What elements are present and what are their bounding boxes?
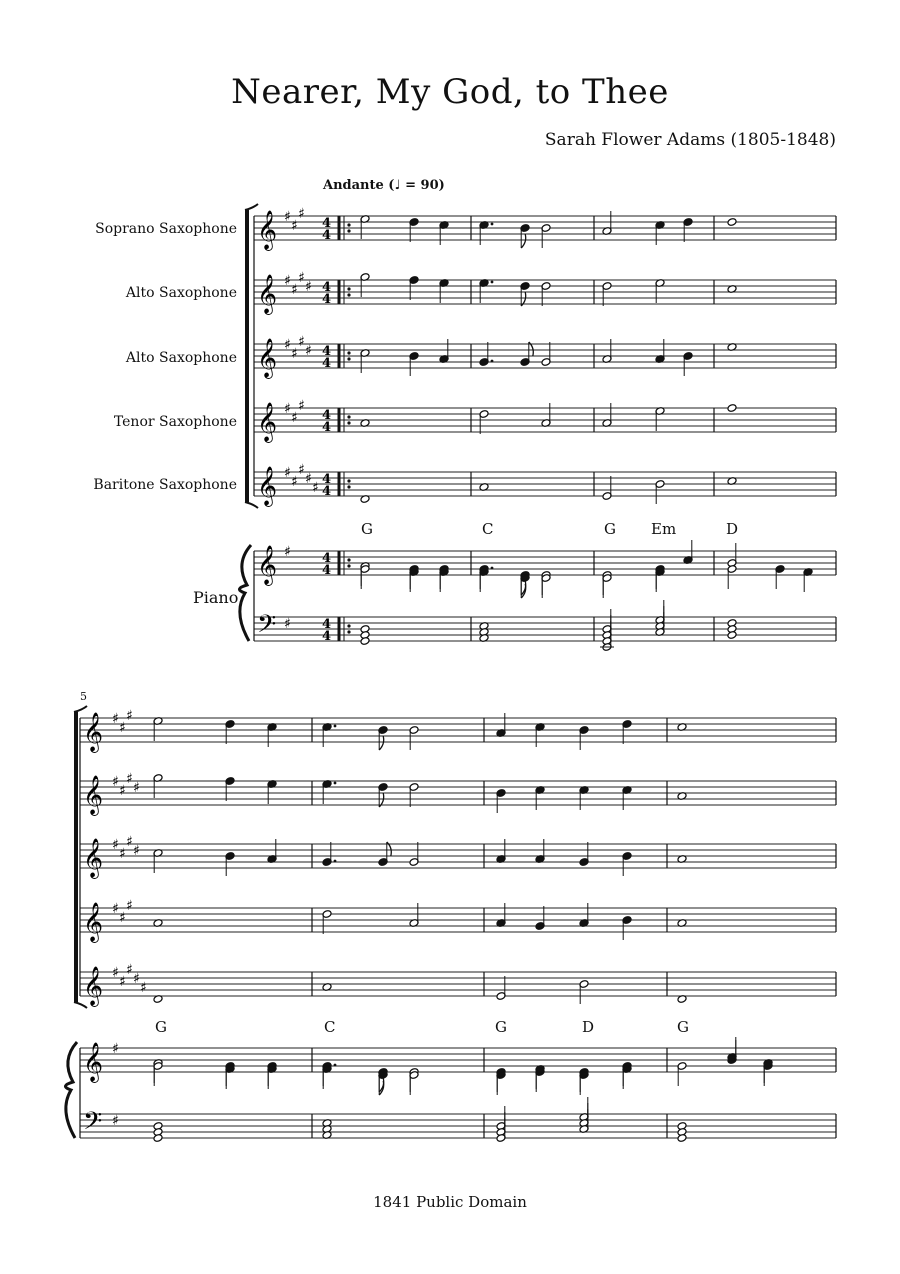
notehead: [727, 404, 737, 413]
measure-number: 5: [80, 690, 87, 703]
repeat-dot: [347, 293, 350, 296]
augmentation-dot: [334, 1064, 337, 1067]
treble-clef-icon: 𝄞: [257, 274, 278, 314]
composer-credit: Sarah Flower Adams (1805-1848): [544, 130, 836, 150]
treble-clef-icon: 𝄞: [83, 838, 104, 878]
part-label-piano: Piano: [193, 588, 239, 607]
part-label-alto-sax-1: Alto Saxophone: [125, 285, 237, 301]
time-signature-bottom: 4: [322, 228, 332, 243]
sharp-icon: ♯: [112, 1113, 119, 1129]
augmentation-dot: [334, 860, 337, 863]
sharp-icon: ♯: [112, 711, 119, 727]
sharp-icon: ♯: [291, 410, 298, 426]
chord-symbol: G: [677, 1018, 689, 1036]
sharp-icon: ♯: [112, 1041, 119, 1057]
part-label-alto-sax-2: Alto Saxophone: [125, 350, 237, 366]
copyright-footer: 1841 Public Domain: [373, 1193, 527, 1211]
augmentation-dot: [334, 725, 337, 728]
piano-brace: [65, 1042, 77, 1138]
part-label-soprano-sax: Soprano Saxophone: [95, 221, 237, 237]
repeat-dot: [347, 624, 350, 627]
sharp-icon: ♯: [119, 910, 126, 926]
sharp-icon: ♯: [140, 980, 147, 996]
treble-clef-icon: 𝄞: [257, 210, 278, 250]
chord-symbol: G: [604, 520, 616, 538]
sharp-icon: ♯: [305, 471, 312, 487]
sharp-icon: ♯: [291, 218, 298, 234]
sharp-icon: ♯: [305, 279, 312, 295]
repeat-dot: [347, 223, 350, 226]
sharp-icon: ♯: [133, 843, 140, 859]
treble-clef-icon: 𝄞: [83, 966, 104, 1006]
time-signature-bottom: 4: [322, 629, 332, 644]
repeat-dot: [347, 479, 350, 482]
sharp-icon: ♯: [284, 209, 291, 225]
sharp-icon: ♯: [119, 974, 126, 990]
augmentation-dot: [491, 223, 494, 226]
repeat-dot: [347, 564, 350, 567]
sharp-icon: ♯: [284, 337, 291, 353]
time-signature-top: 4: [322, 408, 332, 423]
chord-symbol: C: [482, 520, 494, 538]
chord-symbol: G: [361, 520, 373, 538]
sharp-icon: ♯: [298, 462, 305, 478]
part-label-tenor-sax: Tenor Saxophone: [113, 414, 237, 430]
repeat-dot: [347, 357, 350, 360]
sharp-icon: ♯: [284, 273, 291, 289]
sharp-icon: ♯: [284, 544, 291, 560]
sharp-icon: ♯: [312, 480, 319, 496]
sharp-icon: ♯: [291, 282, 298, 298]
repeat-dot: [347, 229, 350, 232]
treble-clef-icon: 𝄞: [257, 402, 278, 442]
note-flag: [521, 584, 526, 598]
sharp-icon: ♯: [291, 346, 298, 362]
tempo-value: = 90): [400, 178, 445, 193]
quarter-note-icon: ♩: [394, 178, 401, 193]
sharp-icon: ♯: [298, 206, 305, 222]
repeat-dot: [347, 287, 350, 290]
time-signature-top: 4: [322, 551, 332, 566]
sharp-icon: ♯: [119, 783, 126, 799]
sharp-icon: ♯: [298, 334, 305, 350]
note-flag: [379, 736, 384, 750]
sharp-icon: ♯: [298, 270, 305, 286]
augmentation-dot: [491, 360, 494, 363]
repeat-dot: [347, 415, 350, 418]
time-signature-top: 4: [322, 472, 332, 487]
treble-clef-icon: 𝄞: [83, 902, 104, 942]
augmentation-dot: [491, 281, 494, 284]
bass-clef-icon: 𝄢: [257, 610, 277, 645]
chord-symbol: G: [155, 1018, 167, 1036]
chord-symbol: G: [495, 1018, 507, 1036]
sharp-icon: ♯: [126, 898, 133, 914]
sharp-icon: ♯: [112, 901, 119, 917]
sharp-icon: ♯: [119, 720, 126, 736]
score-title: Nearer, My God, to Thee: [231, 72, 669, 112]
treble-clef-icon: 𝄞: [257, 545, 278, 585]
chord-symbol: D: [726, 520, 739, 538]
sharp-icon: ♯: [112, 837, 119, 853]
piano-brace: [239, 545, 251, 641]
bass-clef-icon: 𝄢: [83, 1107, 103, 1142]
treble-clef-icon: 𝄞: [257, 338, 278, 378]
part-label-baritone-sax: Baritone Saxophone: [93, 477, 237, 493]
sharp-icon: ♯: [126, 771, 133, 787]
sharp-icon: ♯: [291, 474, 298, 490]
tempo-text: Andante (: [323, 178, 395, 193]
repeat-dot: [347, 558, 350, 561]
time-signature-bottom: 4: [322, 420, 332, 435]
sharp-icon: ♯: [305, 343, 312, 359]
treble-clef-icon: 𝄞: [83, 775, 104, 815]
time-signature-top: 4: [322, 344, 332, 359]
sharp-icon: ♯: [298, 398, 305, 414]
time-signature-top: 4: [322, 216, 332, 231]
treble-clef-icon: 𝄞: [83, 712, 104, 752]
chord-symbol: D: [582, 1018, 595, 1036]
time-signature-bottom: 4: [322, 563, 332, 578]
sharp-icon: ♯: [126, 962, 133, 978]
repeat-dot: [347, 485, 350, 488]
augmentation-dot: [491, 567, 494, 570]
notehead: [727, 218, 737, 227]
sharp-icon: ♯: [284, 465, 291, 481]
treble-clef-icon: 𝄞: [83, 1042, 104, 1082]
sharp-icon: ♯: [284, 616, 291, 632]
time-signature-bottom: 4: [322, 292, 332, 307]
chord-symbol: Em: [651, 520, 677, 538]
sharp-icon: ♯: [133, 971, 140, 987]
repeat-dot: [347, 351, 350, 354]
augmentation-dot: [334, 782, 337, 785]
time-signature-top: 4: [322, 617, 332, 632]
repeat-dot: [347, 421, 350, 424]
sharp-icon: ♯: [119, 846, 126, 862]
chord-symbol: C: [324, 1018, 336, 1036]
repeat-dot: [347, 630, 350, 633]
time-signature-bottom: 4: [322, 356, 332, 371]
sharp-icon: ♯: [126, 834, 133, 850]
note-flag: [521, 234, 526, 248]
sharp-icon: ♯: [126, 708, 133, 724]
note-flag: [379, 1081, 384, 1095]
treble-clef-icon: 𝄞: [257, 466, 278, 506]
sharp-icon: ♯: [112, 774, 119, 790]
sharp-icon: ♯: [284, 401, 291, 417]
time-signature-top: 4: [322, 280, 332, 295]
time-signature-bottom: 4: [322, 484, 332, 499]
sharp-icon: ♯: [133, 780, 140, 796]
sharp-icon: ♯: [112, 965, 119, 981]
